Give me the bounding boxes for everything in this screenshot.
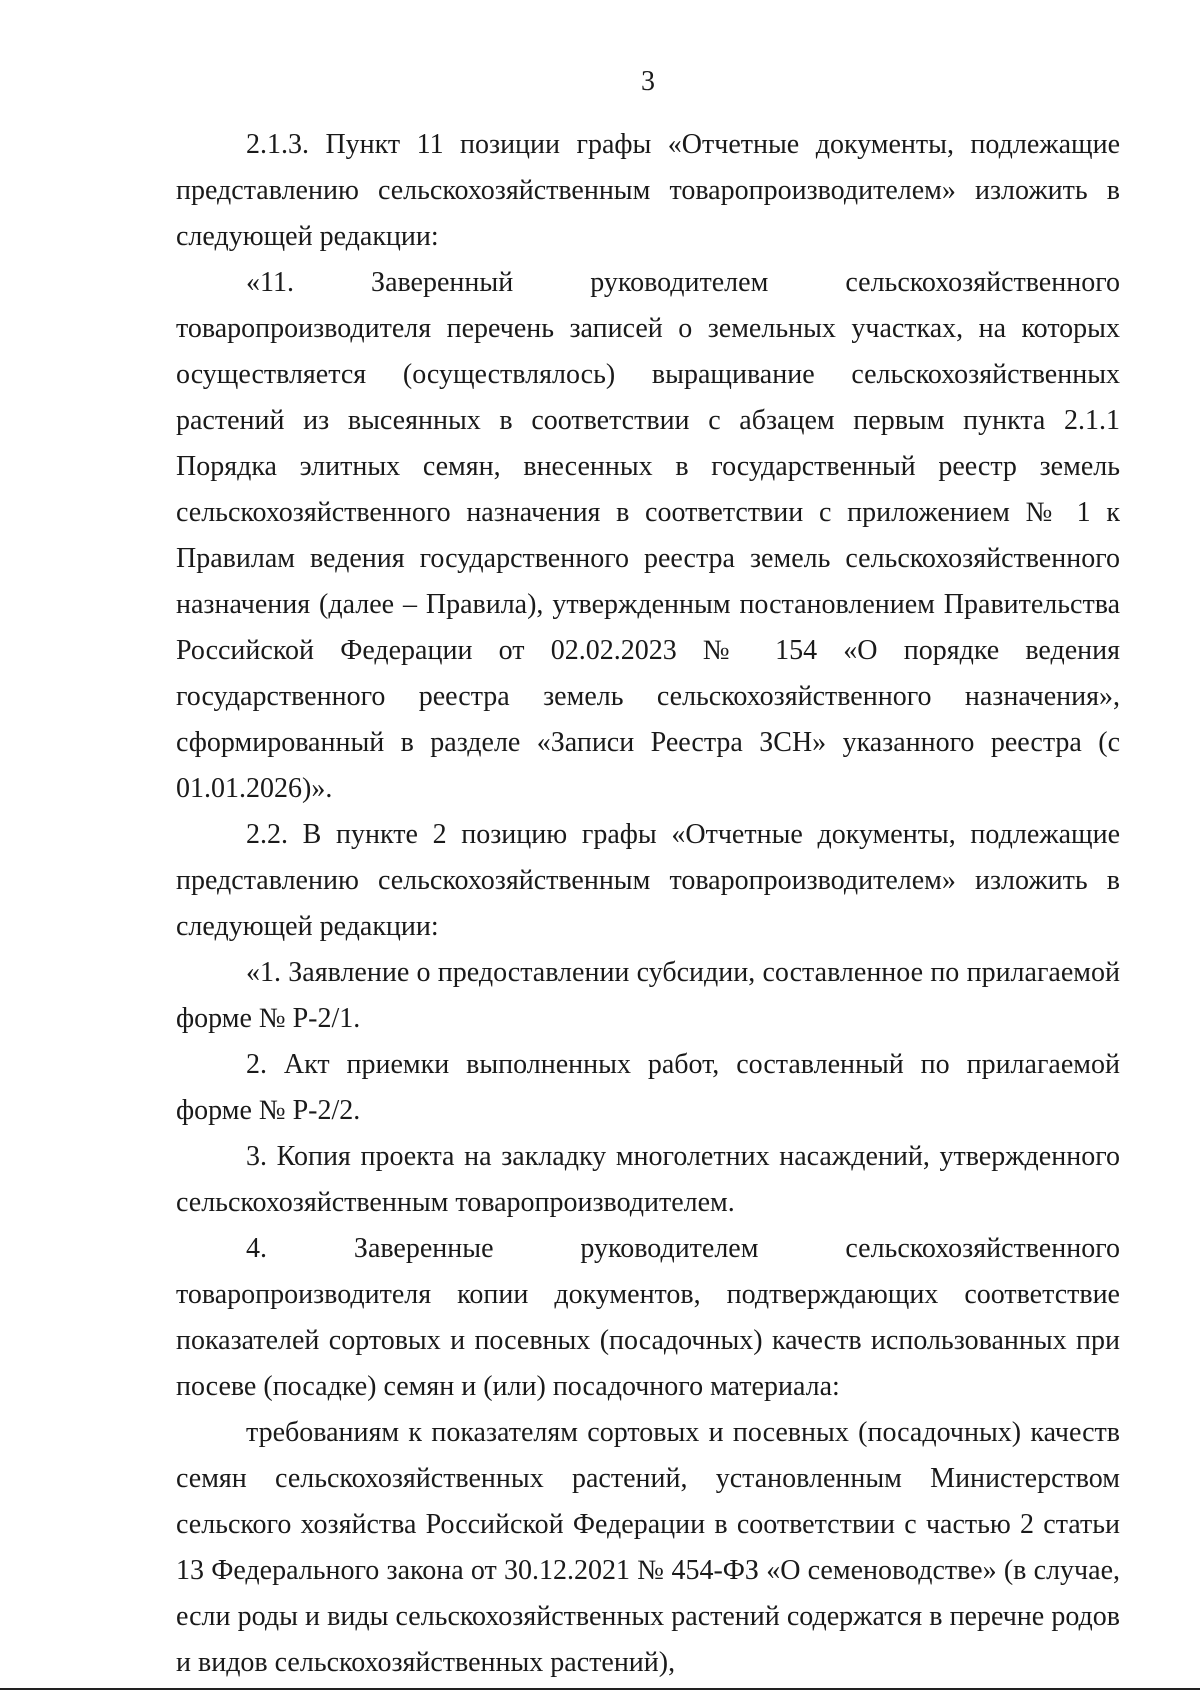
paragraph-item-3: 3. Копия проекта на закладку многолетних насаждений, утвержденного сельскохозяйственным товаропроизводителем. — [176, 1141, 1120, 1218]
paragraph-item-4: 4. Заверенные руководителем сельскохозяйственного товаропроизводителя копии документов, подтверждающих соответствие показателей сортовых и посевных (посадочных) качеств использованных при посеве (посадке) семян и (или) посадочного материала: — [176, 1233, 1120, 1402]
page-number: 3 — [641, 66, 655, 97]
paragraph-2-2: 2.2. В пункте 2 позицию графы «Отчетные документы, подлежащие представлению сельскохозяйственным товаропроизводителем» изложить в следующей редакции: — [176, 819, 1120, 942]
paragraph-requirements: требованиям к показателям сортовых и посевных (посадочных) качеств семян сельскохозяйственных растений, установленным Министерством сельского хозяйства Российской Федерации в соответствии с частью 2 статьи 13 Федерального закона от 30.12.2021 № 454-ФЗ «О семеноводстве» (в случае, если роды и виды сельскохозяйственных растений содержатся в перечне родов и видов сельскохозяйственных растений), — [176, 1417, 1120, 1678]
paragraph-2-1-3: 2.1.3. Пункт 11 позиции графы «Отчетные документы, подлежащие представлению сельскохозяйственным товаропроизводителем» изложить в следующей редакции: — [176, 129, 1120, 252]
paragraph-item-1: «1. Заявление о предоставлении субсидии, составленное по прилагаемой форме № Р-2/1. — [176, 957, 1120, 1034]
document-body — [176, 122, 1120, 1686]
paragraph-item-11: «11. Заверенный руководителем сельскохозяйственного товаропроизводителя перечень записей о земельных участках, на которых осуществляется (осуществлялось) выращивание сельскохозяйственных растений из высеянных в соответствии с абзацем первым пункта 2.1.1 Порядка элитных семян, внесенных в государственный реестр земель сельскохозяйственного назначения в соответствии с приложением № 1 к Правилам ведения государственного реестра земель сельскохозяйственного назначения (далее – Правила), утвержденным постановлением Правительства Российской Федерации от 02.02.2023 № 154 «О порядке ведения государственного реестра земель сельскохозяйственного назначения», сформированный в разделе «Записи Реестра ЗСН» указанного реестра (с 01.01.2026)». — [176, 267, 1120, 804]
paragraph-item-2: 2. Акт приемки выполненных работ, составленный по прилагаемой форме № Р-2/2. — [176, 1049, 1120, 1126]
bottom-edge-line — [0, 1688, 1200, 1690]
